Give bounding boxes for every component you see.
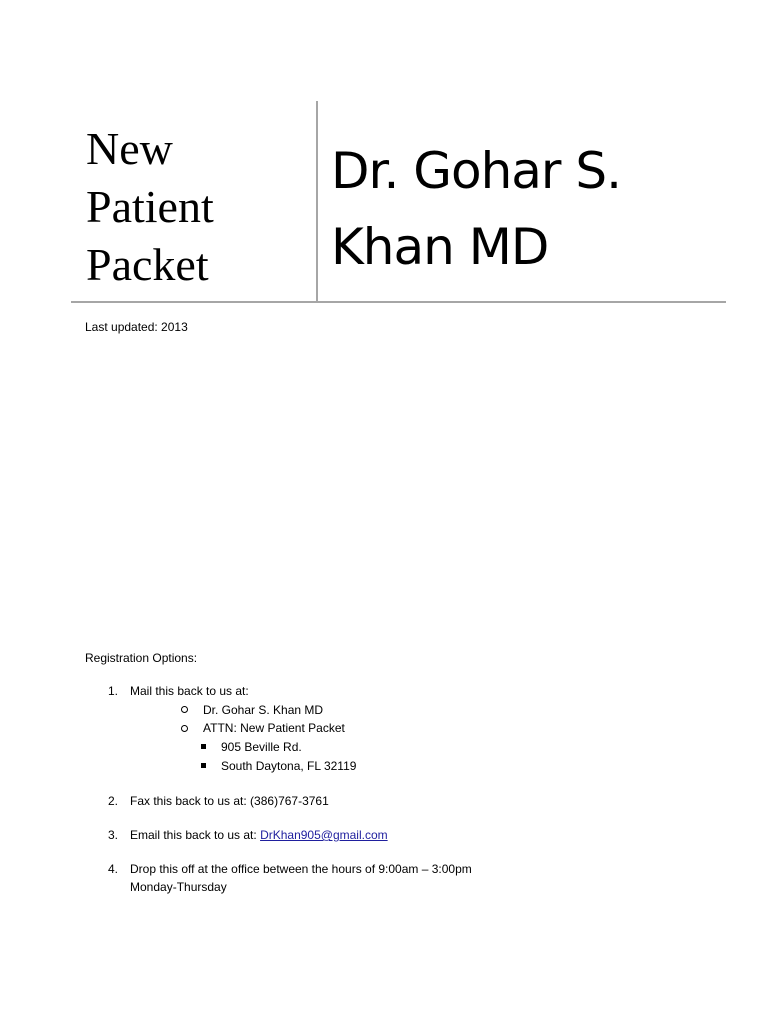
doctor-name-line-2: Khan MD xyxy=(331,218,549,276)
option-3-text: Email this back to us at: xyxy=(130,828,261,842)
option-2-text: Fax this back to us at: (386)767-3761 xyxy=(130,794,329,808)
option-1-text: Mail this back to us at: xyxy=(130,684,249,698)
square-bullet-icon xyxy=(201,744,206,749)
packet-title xyxy=(86,120,214,294)
option-3-number: 3. xyxy=(108,828,119,842)
square-bullet-icon xyxy=(201,763,206,768)
mail-sub-1: Dr. Gohar S. Khan MD xyxy=(203,703,324,717)
horizontal-divider xyxy=(71,301,726,303)
option-1-number: 1. xyxy=(108,684,119,698)
doctor-name-title xyxy=(331,133,621,285)
circle-bullet-icon xyxy=(181,706,188,713)
option-4-number: 4. xyxy=(108,862,119,876)
vertical-divider xyxy=(316,101,318,302)
option-3-line xyxy=(130,828,388,843)
circle-bullet-icon xyxy=(181,725,188,732)
doctor-name-line-1: Dr. Gohar S. xyxy=(331,142,622,200)
mail-sub-2: ATTN: New Patient Packet xyxy=(203,721,345,735)
option-2-number: 2. xyxy=(108,794,119,808)
registration-heading: Registration Options: xyxy=(85,651,198,665)
packet-title-line-1: New xyxy=(86,123,173,174)
address-line-1: 905 Beville Rd. xyxy=(221,740,302,754)
option-4-text: Drop this off at the office between the hours of 9:00am – 3:00pm xyxy=(130,862,472,876)
option-4-text-line-2: Monday-Thursday xyxy=(130,880,227,894)
packet-title-line-3: Packet xyxy=(86,239,209,290)
packet-title-line-2: Patient xyxy=(86,181,214,232)
address-line-2: South Daytona, FL 32119 xyxy=(221,759,357,773)
email-link[interactable]: DrKhan905@gmail.com xyxy=(260,828,388,842)
last-updated-text: Last updated: 2013 xyxy=(85,320,188,334)
